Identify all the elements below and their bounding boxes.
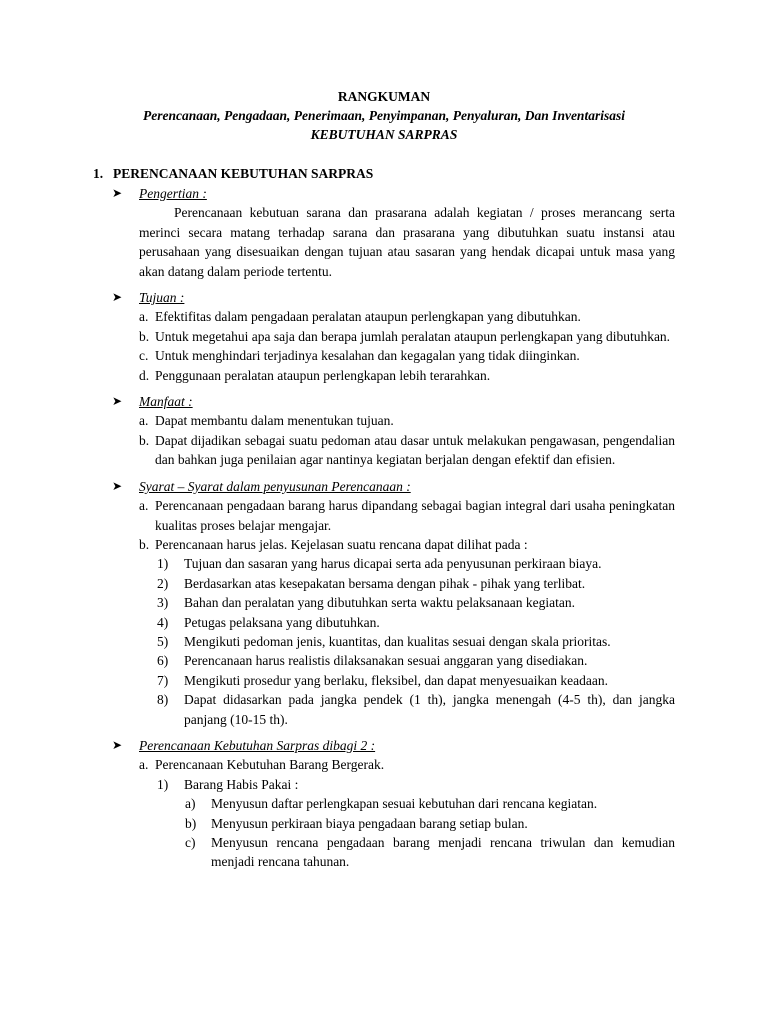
list-item [112,755,675,774]
arrow-bullet-icon: ➤ [112,394,123,409]
list-marker: 1) [157,556,169,572]
list-item [112,632,675,651]
manfaat-label: Manfaat : [139,394,193,410]
list-marker: 6) [157,653,169,669]
list-item [112,574,675,593]
list-text: Penggunaan peralatan ataupun perlengkapan lebih terarahkan. [155,367,491,383]
list-text: Efektifitas dalam pengadaan peralatan ataupun perlengkapan yang dibutuhkan. [155,309,581,325]
list-text: Perencanaan pengadaan barang harus dipandang sebagai bagian integral dari usaha peningkatan kualitas proses belajar mengajar. [155,498,675,533]
list-text: Menyusun perkiraan biaya pengadaan barang setiap bulan. [211,815,528,831]
dibagi-heading [112,736,675,755]
list-marker: 1) [157,776,169,792]
dibagi-block [112,736,675,872]
list-text: Dapat membantu dalam menentukan tujuan. [155,413,394,429]
arrow-bullet-icon: ➤ [112,186,123,200]
list-marker: 5) [157,633,169,649]
list-marker: a) [185,796,196,812]
list-item [112,613,675,632]
list-item [112,671,675,690]
list-text: Perencanaan harus jelas. Kejelasan suatu rencana dapat dilihat pada : [155,536,528,552]
document-title: RANGKUMAN [337,89,431,104]
list-item [112,411,675,430]
list-marker: 2) [157,575,169,591]
list-text: Untuk megetahui apa saja dan berapa jumlah peralatan ataupun perlengkapan yang dibutuhkan. [155,328,671,344]
list-item [112,496,675,535]
list-text: Bahan dan peralatan yang dibutuhkan serta waktu pelaksanaan kegiatan. [184,595,575,611]
list-marker: b. [139,328,150,344]
manfaat-list [112,411,675,469]
list-marker: c) [185,835,196,850]
syarat-label: Syarat – Syarat dalam penyusunan Perencanaan : [139,478,411,494]
dibagi-label: Perencanaan Kebutuhan Sarpras dibagi 2 : [139,737,376,753]
document-subtitle-2: KEBUTUHAN SARPRAS [310,127,458,142]
list-text: Tujuan dan sasaran yang harus dicapai serta ada penyusunan perkiraan biaya. [184,556,602,572]
list-text: Barang Habis Pakai : [184,776,299,792]
arrow-bullet-icon: ➤ [112,290,123,305]
section-body [112,184,675,879]
list-text: Menyusun rencana pengadaan barang menjadi rencana triwulan dan kemudian menjadi rencana tahunan. [211,835,675,870]
list-text: Petugas pelaksana yang dibutuhkan. [184,614,380,630]
syarat-list [112,496,675,729]
list-item [112,366,675,385]
list-text: Dapat didasarkan pada jangka pendek (1 th), jangka menengah (4-5 th), dan jangka panjang (10-15 th). [184,692,675,727]
list-item [112,535,675,554]
list-item [112,833,675,872]
list-item [112,346,675,365]
list-marker: a. [139,757,149,773]
pengertian-text: Perencanaan kebutuan sarana dan prasarana adalah kegiatan / proses merancang serta merinci secara matang terhadap sarana dan prasarana yang dibutuhkan suatu instansi atau perusahaan yang disesuaikan dengan tujuan atau sasaran yang hendak dicapai untuk masa yang akan datang dalam periode tertentu. [139,205,675,279]
list-marker: c. [139,348,149,364]
section-heading [93,164,373,183]
pengertian-block [112,184,675,281]
pengertian-paragraph [112,203,675,281]
tujuan-label: Tujuan : [139,290,185,306]
list-text: Perencanaan harus realistis dilaksanakan sesuai anggaran yang disediakan. [184,653,588,669]
list-marker: b) [185,815,197,831]
list-item [112,307,675,326]
tujuan-list [112,307,675,385]
list-marker: 4) [157,614,169,630]
list-marker: b. [139,432,150,448]
tujuan-heading [112,288,675,307]
list-item [112,775,675,794]
syarat-heading [112,477,675,496]
syarat-block [112,477,675,729]
list-marker: 3) [157,595,169,611]
dibagi-list [112,755,675,871]
list-marker: 8) [157,692,169,708]
arrow-bullet-icon: ➤ [112,737,123,752]
list-marker: a. [139,498,149,514]
section-title: PERENCANAAN KEBUTUHAN SARPRAS [113,166,374,181]
list-text: Mengikuti pedoman jenis, kuantitas, dan kualitas sesuai dengan skala prioritas. [184,633,611,649]
tujuan-block [112,288,675,385]
list-marker: a. [139,309,149,325]
list-item [112,431,675,470]
list-item [112,814,675,833]
list-text: Menyusun daftar perlengkapan sesuai kebutuhan dari rencana kegiatan. [211,796,598,812]
list-marker: d. [139,367,150,383]
manfaat-heading [112,392,675,411]
section-number: 1. [93,166,104,181]
arrow-bullet-icon: ➤ [112,478,123,493]
list-item [112,554,675,573]
list-item [112,794,675,813]
list-marker: b. [139,536,150,552]
list-item [112,593,675,612]
list-item [112,651,675,670]
manfaat-block [112,392,675,470]
list-text: Perencanaan Kebutuhan Barang Bergerak. [155,757,385,773]
pengertian-label: Pengertian : [139,186,207,201]
list-marker: a. [139,413,149,429]
list-item [112,327,675,346]
list-item [112,690,675,729]
pengertian-heading [112,184,675,203]
list-text: Mengikuti prosedur yang berlaku, fleksibel, dan dapat menyesuaikan keadaan. [184,672,608,688]
list-text: Untuk menghindari terjadinya kesalahan dan kegagalan yang tidak diinginkan. [155,348,580,364]
list-text: Dapat dijadikan sebagai suatu pedoman atau dasar untuk melakukan pengawasan, pengendalian dan bahkan juga penilaian agar nantinya kegiatan berjalan dengan efektif dan efisien. [155,432,675,468]
list-marker: 7) [157,672,169,688]
document-subtitle: Perencanaan, Pengadaan, Penerimaan, Penyimpanan, Penyaluran, Dan Inventarisasi [143,108,625,123]
list-text: Berdasarkan atas kesepakatan bersama dengan pihak - pihak yang terlibat. [184,575,586,591]
